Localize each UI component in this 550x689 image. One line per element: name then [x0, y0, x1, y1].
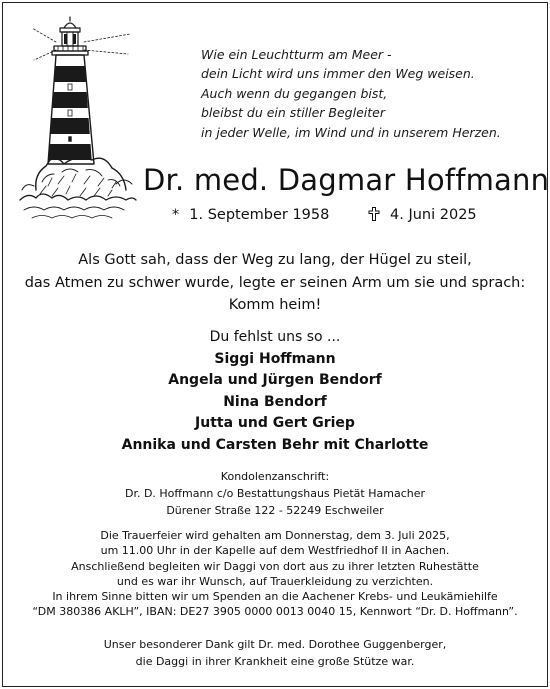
info-line: Anschließend begleiten wir Daggi von dort aus zu ihrer letzten Ruhestätte	[71, 559, 479, 573]
info-line: und es war ihr Wunsch, auf Trauerkleidung zu verzichten.	[116, 574, 434, 588]
cross-icon	[368, 207, 380, 221]
poem	[201, 45, 541, 142]
mourner-name: Siggi Hoffmann	[214, 350, 336, 367]
mourner-name: Annika und Carsten Behr mit Charlotte	[121, 436, 429, 453]
quote-line: das Atmen zu schwer wurde, legte er seinen Arm um sie und sprach:	[24, 274, 526, 291]
info-line: In ihrem Sinne bitten wir um Spenden an die Aachener Krebs- und Leukämiehilfe	[52, 590, 498, 604]
poem-line: in jeder Welle, im Wind und in unserem Herzen.	[201, 124, 501, 140]
lighthouse-illustration	[12, 14, 137, 222]
info-line: Die Trauerfeier wird gehalten am Donnerstag, dem 3. Juli 2025,	[100, 529, 450, 542]
info-line: um 11.00 Uhr in der Kapelle auf dem Westfriedhof II in Aachen.	[100, 544, 450, 558]
funeral-info	[0, 528, 550, 620]
poem-line: Wie ein Leuchtturm am Meer -	[201, 47, 392, 62]
mourners-list	[0, 327, 550, 457]
poem-line: bleibst du ein stiller Begleiter	[201, 105, 385, 121]
poem-line: dein Licht wird uns immer den Weg weisen.	[201, 66, 475, 82]
acknowledgement	[0, 637, 550, 670]
address-line: Kondolenzanschrift:	[220, 470, 330, 483]
birth-date-group	[172, 205, 329, 225]
birth-star-icon: *	[172, 207, 180, 223]
address-line: Dürener Straße 122 - 52249 Eschweiler	[166, 504, 384, 517]
death-date-group	[368, 205, 477, 225]
mourner-name: Nina Bendorf	[223, 393, 327, 410]
info-line: “DM 380386 AKLH”, IBAN: DE27 3905 0000 0013 0040 15, Kennwort “Dr. D. Hoffmann”.	[32, 605, 518, 619]
farewell-quote	[0, 249, 550, 317]
thanks-line: Unser besonderer Dank gilt Dr. med. Dorothee Guggenberger,	[103, 638, 447, 651]
thanks-line: die Daggi in ihrer Krankheit eine große Stütze war.	[135, 654, 415, 668]
mourners-intro: Du fehlst uns so ...	[209, 329, 341, 345]
mourner-name: Jutta und Gert Griep	[195, 415, 355, 432]
condolence-address	[0, 468, 550, 519]
poem-line: Auch wenn du gegangen bist,	[201, 85, 388, 101]
death-date: 4. Juni 2025	[390, 207, 477, 223]
birth-date: 1. September 1958	[189, 207, 330, 223]
mourner-name: Angela und Jürgen Bendorf	[168, 372, 382, 389]
address-line: Dr. D. Hoffmann c/o Bestattungshaus Pietät Hamacher	[124, 487, 426, 500]
quote-line: Als Gott sah, dass der Weg zu lang, der Hügel zu steil,	[78, 252, 472, 268]
deceased-name: Dr. med. Dagmar Hoffmann	[143, 163, 550, 197]
quote-line: Komm heim!	[228, 297, 322, 314]
